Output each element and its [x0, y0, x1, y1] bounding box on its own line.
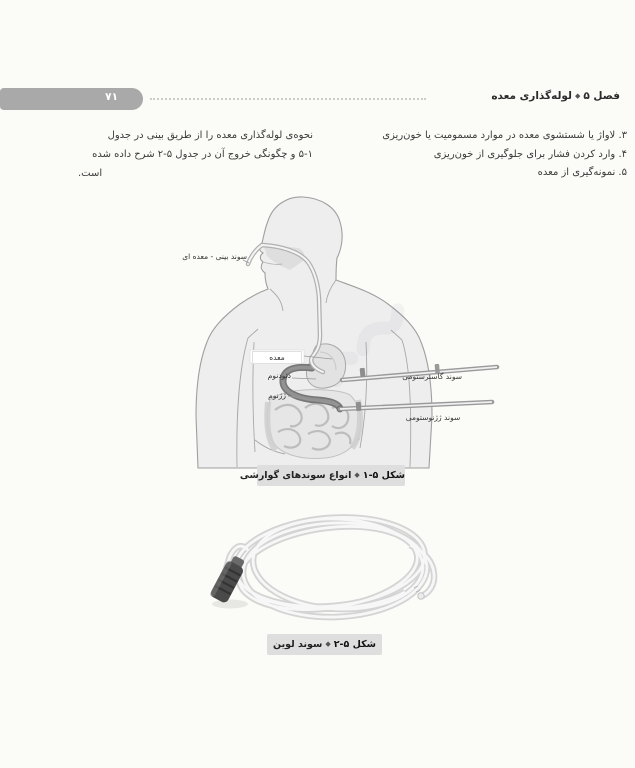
paragraph-line-1: نحوه‌ی لوله‌گذاری معده را از طریق بینی در جدول	[107, 130, 313, 141]
figure1-caption-number: شکل ۵-۱	[362, 470, 405, 481]
label-jejunostomy-tube: سوند ژژنوستومی	[405, 413, 461, 422]
label-stomach: معده	[252, 351, 302, 364]
label-gastrostomy-tube: سوند گاسترستومی	[402, 372, 462, 381]
page-number-pill	[0, 88, 143, 110]
label-jejunum: ژژنوم	[268, 391, 286, 400]
paragraph-line-3: است.	[78, 168, 103, 179]
label-duodenum: دئودنوم	[267, 371, 291, 380]
figure1-caption-text: انواع سوندهای گوارشی	[239, 470, 352, 481]
figure2-caption	[267, 634, 382, 655]
chapter-title: لوله‌گذاری معده	[491, 90, 572, 102]
figure2-caption-text: سوند لوین	[273, 639, 323, 650]
chapter-header	[491, 90, 620, 102]
chapter-label: فصل ۵	[583, 90, 620, 102]
figure2-caption-number: شکل ۵-۲	[333, 639, 376, 650]
anatomy-diagram	[170, 190, 500, 470]
list-item-3: ۳. لاواژ یا شستشوی معده در موارد مسمومیت یا خون‌ریزی	[382, 130, 627, 141]
diamond-separator-icon: ◆	[354, 471, 360, 479]
diamond-separator-icon: ◆	[325, 640, 331, 648]
list-item-5: ۵. نمونه‌گیری از معده	[537, 167, 627, 178]
levin-tube-photo	[200, 500, 455, 635]
diamond-separator-icon: ◆	[574, 92, 581, 100]
page-number: ۷۱	[105, 91, 118, 103]
header-dotted-rule	[150, 98, 426, 100]
figure1-caption	[239, 465, 405, 486]
paragraph-line-2: ۵-۱ و چگونگی خروج آن در جدول ۵-۲ شرح داده شده	[92, 149, 313, 160]
label-nasogastric-tube: سوند بینی - معده ای	[182, 252, 247, 261]
list-item-4: ۴. وارد کردن فشار برای جلوگیری از خون‌ریزی	[433, 149, 627, 160]
